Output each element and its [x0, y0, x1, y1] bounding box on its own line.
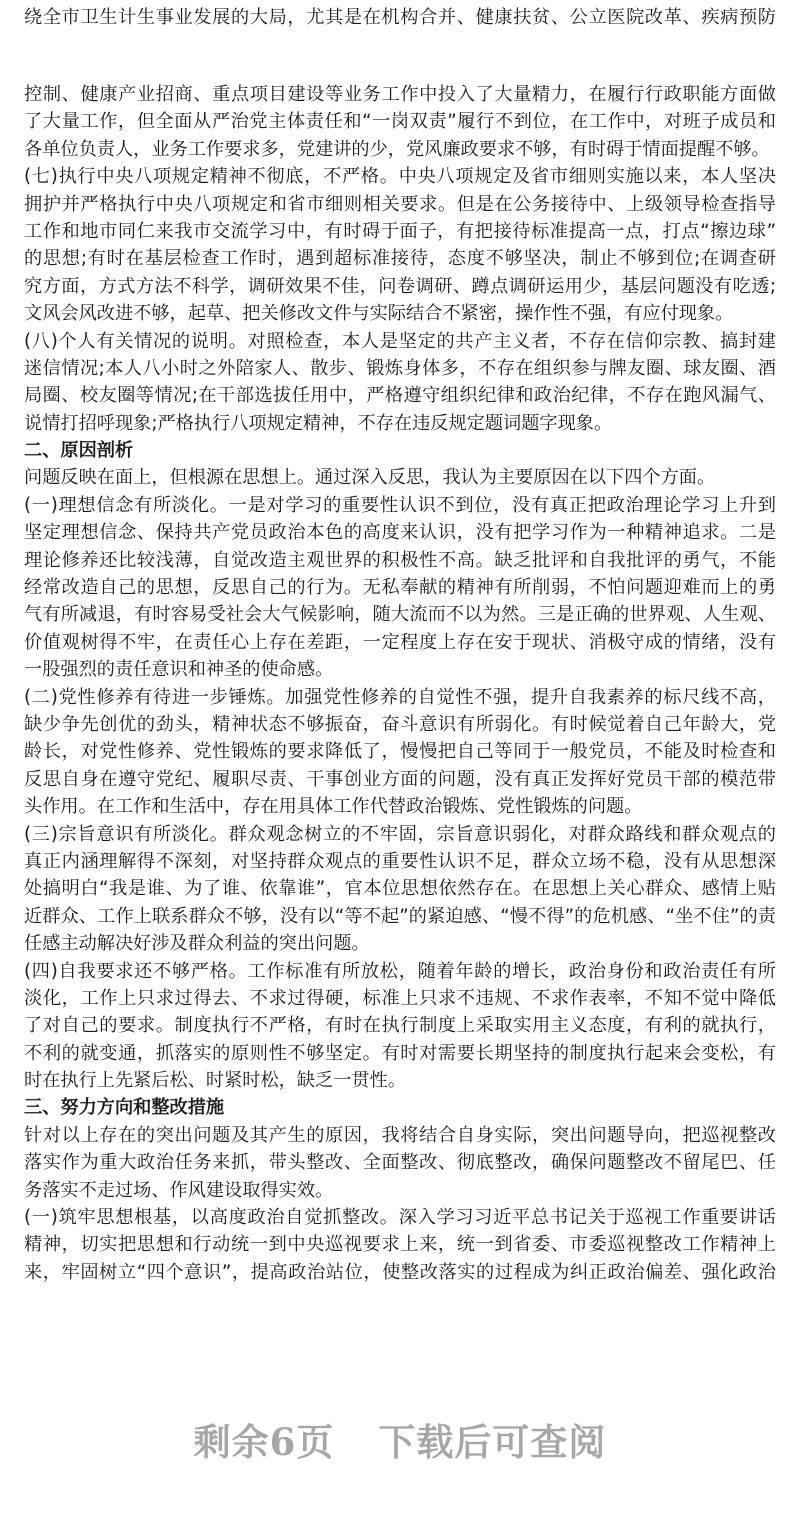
text-line: 龄长，对党性修养、党性锻炼的要求降低了，慢慢把自己等同于一般党员，不能及时检查和	[24, 741, 776, 763]
paragraph	[24, 1204, 776, 1286]
text-line: 控制、健康产业招商、重点项目建设等业务工作中投入了大量精力，在履行行政职能方面做	[24, 84, 776, 105]
text-line: 拥护并严格执行中央八项规定和省市细则相关要求。但是在公务接待中、上级领导检查指导	[24, 193, 776, 215]
text-line: 针对以上存在的突出问题及其产生的原因，我将结合自身实际，突出问题导向，把巡视整改	[24, 1124, 776, 1146]
text-line: 说情打招呼现象;严格执行八项规定精神，不存在违反规定题词题字现象。	[24, 412, 613, 434]
text-line: 三、努力方向和整改措施	[24, 1097, 225, 1119]
text-line: (一)筑牢思想根基，以高度政治自觉抓整改。深入学习习近平总书记关于巡视工作重要讲话	[24, 1207, 776, 1229]
text-line: 问题反映在面上，但根源在思想上。通过深入反思，我认为主要原因在以下四个方面。	[24, 467, 716, 489]
paragraph	[24, 464, 776, 491]
section-heading	[24, 1094, 776, 1121]
text-line: 落实作为重大政治任务来抓，带头整改、全面整改、彻底整改，确保问题整改不留尾巴、任	[24, 1152, 776, 1174]
text-line: 各单位负责人，业务工作要求多，党建讲的少，党风廉政要求不够，有时碍于情面提醒不够。	[24, 138, 770, 160]
text-line: 真正内涵理解得不深刻，对坚持群众观点的重要性认识不足，群众立场不稳，没有从思想深	[24, 850, 776, 872]
text-line: 不利的就变通，抓落实的原则性不够坚定。有时对需要长期坚持的制度执行起来会变松，有	[24, 1042, 776, 1064]
section-heading	[24, 437, 776, 464]
text-line: 务落实不走过场、作风建设取得实效。	[24, 1179, 334, 1201]
text-line: (一)理想信念有所淡化。一是对学习的重要性认识不到位，没有真正把政治理论学习上升到	[24, 494, 776, 516]
paragraph	[24, 81, 776, 163]
text-line: 气有所减退，有时容易受社会大气候影响，随大流而不以为然。三是正确的世界观、人生观、	[24, 604, 776, 626]
text-line: 近群众、工作上联系群众不够，没有以“等不起”的紧迫感、“慢不得”的危机感、“坐不住”的责	[24, 905, 776, 927]
text-line: (二)党性修养有待进一步锤炼。加强党性修养的自觉性不强，提升自我素养的标尺线不高，	[24, 686, 776, 708]
paragraph	[24, 958, 776, 1095]
text-line: 理论修养还比较浅薄，自觉改造主观世界的积极性不高。缺乏批评和自我批评的勇气，不能	[24, 549, 776, 571]
text-line: 文风会风改进不够，起草、把关修改文件与实际结合不紧密，操作性不强，有应付现象。	[24, 303, 734, 325]
text-line: (七)执行中央八项规定精神不彻底，不严格。中央八项规定及省市细则实施以来，本人坚决	[24, 166, 776, 188]
text-line: 一股强烈的责任意识和神圣的使命感。	[24, 659, 334, 681]
download-hint-text: 下载后可查阅	[378, 1420, 607, 1464]
text-line: 了对自己的要求。制度执行不严格，有时在执行制度上采取实用主义态度，有利的就执行，	[24, 1015, 776, 1037]
text-line: 任感主动解决好涉及群众利益的突出问题。	[24, 933, 370, 955]
text-line: 精神，切实把思想和行动统一到中央巡视要求上来，统一到省委、市委巡视整改工作精神上	[24, 1234, 776, 1256]
paragraph	[24, 328, 776, 438]
text-line: 价值观树得不牢，在责任心上存在差距，一定程度上存在安于现状、消极守成的情绪，没有	[24, 631, 776, 653]
paragraph	[24, 492, 776, 684]
remaining-pages-text: 剩余6页	[193, 1420, 335, 1464]
text-line: 反思自身在遵守党纪、履职尽责、干事创业方面的问题，没有真正发挥好党员干部的模范带	[24, 768, 776, 790]
paragraph	[24, 684, 776, 821]
text-line: (三)宗旨意识有所淡化。群众观念树立的不牢固，宗旨意识弱化，对群众路线和群众观点的	[24, 823, 776, 845]
text-line: 二、原因剖析	[24, 440, 134, 462]
text-line: 坚定理想信念、保持共产党员政治本色的高度来认识，没有把学习作为一种精神追求。二是	[24, 522, 776, 544]
download-banner[interactable]	[0, 1412, 800, 1466]
paragraph	[24, 821, 776, 958]
text-line: (四)自我要求还不够严格。工作标准有所放松，随着年龄的增长，政治身份和政治责任有所	[24, 960, 776, 982]
text-line: 工作和地市同仁来我市交流学习中，有时碍于面子，有把接待标准提高一点，打点“擦边球”	[24, 220, 776, 242]
text-line: 来，牢固树立“四个意识”，提高政治站位，使整改落实的过程成为纠正政治偏差、强化政治	[24, 1261, 776, 1283]
text-line: 经常改造自己的思想，反思自己的行为。无私奉献的精神有所削弱，不怕问题迎难而上的勇	[24, 577, 776, 599]
text-line: 头作用。在工作和生活中，存在用具体工作代替政治锻炼、党性锻炼的问题。	[24, 796, 643, 818]
text-line: 迷信情况;本人八小时之外陪家人、散步、锻炼身体多，不存在组织参与牌友圈、球友圈、酒	[24, 357, 776, 379]
text-line: 的思想;有时在基层检查工作时，遇到超标准接待，态度不够坚决，制止不够到位;在调查研	[24, 248, 776, 270]
paragraph	[24, 1122, 776, 1204]
text-line: 时在执行上先紧后松、时紧时松，缺乏一贯性。	[24, 1070, 406, 1092]
text-line: 处搞明白“我是谁、为了谁、依靠谁”，官本位思想依然存在。在思想上关心群众、感情上贴	[24, 878, 776, 900]
text-line: 局圈、校友圈等情况;在干部选拔任用中，严格遵守组织纪律和政治纪律，不存在跑风漏气、	[24, 385, 776, 407]
document-top-line: 绕全市卫生计生事业发展的大局，尤其是在机构合并、健康扶贫、公立医院改革、疾病预防	[24, 7, 776, 28]
text-line: 究方面，方式方法不科学，调研效果不佳，问卷调研、蹲点调研运用少，基层问题没有吃透;	[24, 275, 776, 297]
text-line: 缺少争先创优的劲头，精神状态不够振奋，奋斗意识有所弱化。有时候觉着自己年龄大，党	[24, 713, 776, 735]
document-body	[24, 81, 776, 1286]
text-line: (八)个人有关情况的说明。对照检查，本人是坚定的共产主义者，不存在信仰宗教、搞封建	[24, 330, 776, 352]
paragraph	[24, 163, 776, 327]
text-line: 淡化，工作上只求过得去、不求过得硬，标准上只求不违规、不求作表率，不知不觉中降低	[24, 987, 776, 1009]
text-line: 了大量工作，但全面从严治党主体责任和“一岗双责”履行不到位，在工作中，对班子成员和	[24, 111, 776, 133]
